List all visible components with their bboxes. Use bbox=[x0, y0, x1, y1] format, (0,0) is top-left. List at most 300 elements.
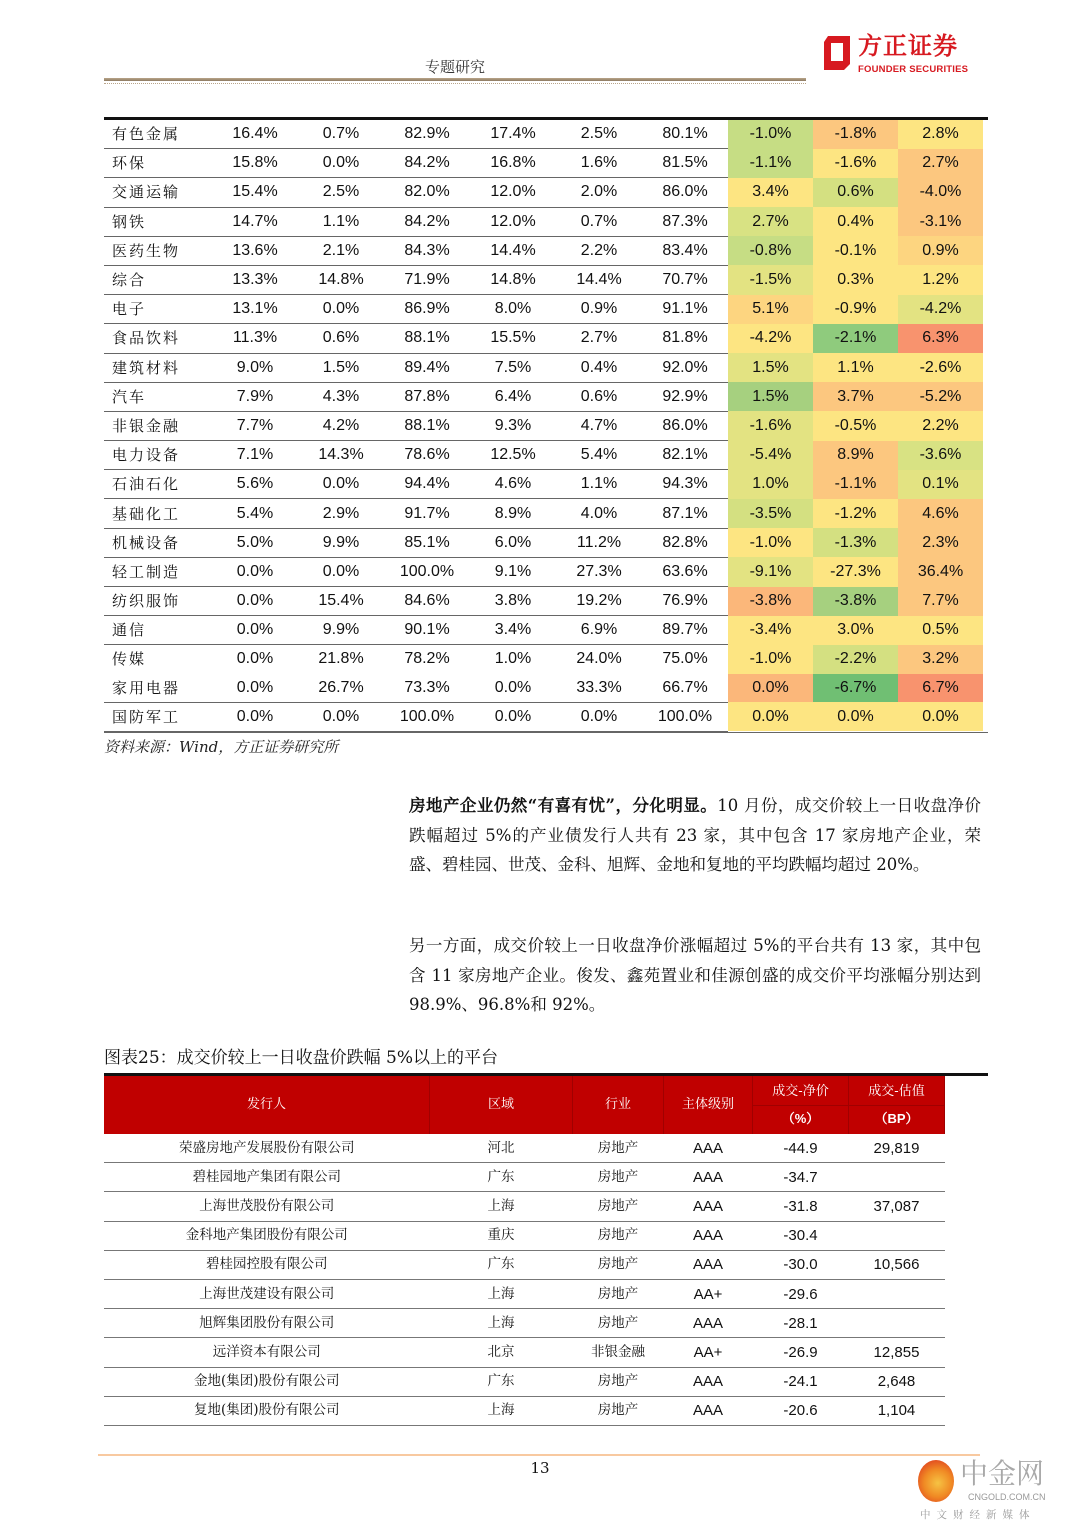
region-cell: 上海 bbox=[430, 1396, 573, 1425]
heatmap-cell: -1.0% bbox=[728, 645, 813, 674]
issuer-cell: 复地(集团)股份有限公司 bbox=[104, 1396, 430, 1425]
heatmap-cell: 3.0% bbox=[813, 616, 898, 645]
region-cell: 上海 bbox=[430, 1279, 573, 1308]
value-cell: 84.2% bbox=[384, 207, 470, 236]
heatmap-cell: 3.7% bbox=[813, 382, 898, 411]
spread-cell bbox=[849, 1279, 945, 1308]
industry-cell: 房地产 bbox=[573, 1396, 664, 1425]
heatmap-cell: -6.7% bbox=[813, 674, 898, 703]
value-cell: 82.8% bbox=[642, 528, 728, 557]
header-divider-dotted bbox=[104, 83, 806, 85]
value-cell: 83.4% bbox=[642, 236, 728, 265]
industry-name: 食品饮料 bbox=[104, 324, 212, 353]
industry-name: 石油石化 bbox=[104, 470, 212, 499]
issuer-cell: 荣盛房地产发展股份有限公司 bbox=[104, 1134, 430, 1163]
value-cell: 92.0% bbox=[642, 353, 728, 382]
spread-cell: 2,648 bbox=[849, 1367, 945, 1396]
region-cell: 重庆 bbox=[430, 1221, 573, 1250]
value-cell: 16.4% bbox=[212, 120, 298, 149]
heatmap-cell: 7.7% bbox=[898, 587, 983, 616]
spread-cell: 10,566 bbox=[849, 1250, 945, 1279]
issuer-cell: 远洋资本有限公司 bbox=[104, 1338, 430, 1367]
value-cell: 14.7% bbox=[212, 207, 298, 236]
value-cell: 86.0% bbox=[642, 178, 728, 207]
value-cell: 81.5% bbox=[642, 149, 728, 178]
value-cell: 84.2% bbox=[384, 149, 470, 178]
issuer-cell: 旭辉集团股份有限公司 bbox=[104, 1309, 430, 1338]
value-cell: 7.7% bbox=[212, 411, 298, 440]
region-cell: 上海 bbox=[430, 1192, 573, 1221]
value-cell: 1.0% bbox=[494, 650, 532, 668]
heatmap-cell: 8.9% bbox=[813, 441, 898, 470]
heatmap-cell: -0.8% bbox=[728, 236, 813, 265]
heatmap-cell: 0.0% bbox=[898, 702, 983, 731]
col-header-rating: 主体级别 bbox=[664, 1076, 753, 1134]
spread-cell bbox=[849, 1309, 945, 1338]
value-cell: 9.9% bbox=[298, 528, 384, 557]
value-cell: 17.4% bbox=[470, 120, 556, 149]
table-row bbox=[104, 1396, 945, 1425]
value-cell: 0.7% bbox=[556, 207, 642, 236]
heatmap-cell: 1.1% bbox=[813, 353, 898, 382]
watermark-subtitle: 中文财经新媒体 bbox=[920, 1509, 1036, 1521]
paragraph-body: 10 月份，成交价较上一日收盘净价跌幅超过 5%的产业债发行人共有 23 家，其中包含 17 家房地产企业，荣盛、碧桂园、世茂、金科、旭辉、金地和复地的平均跌幅均超过 20%。 bbox=[409, 796, 981, 874]
value-cell: 5.4% bbox=[212, 499, 298, 528]
table-row bbox=[104, 178, 983, 207]
spread-cell: 1,104 bbox=[849, 1396, 945, 1425]
value-cell: 2.0% bbox=[556, 178, 642, 207]
rating-cell: AAA bbox=[664, 1309, 753, 1338]
industry-name: 汽车 bbox=[104, 382, 212, 411]
value-cell: 5.0% bbox=[212, 528, 298, 557]
col-header-issuer: 发行人 bbox=[104, 1076, 430, 1134]
value-cell: 3.4% bbox=[470, 616, 556, 645]
value-cell: 91.7% bbox=[384, 499, 470, 528]
table-row bbox=[104, 1192, 945, 1221]
industry-name: 电力设备 bbox=[104, 441, 212, 470]
table-row bbox=[104, 441, 983, 470]
table-row bbox=[104, 149, 983, 178]
value-cell: 0.0% bbox=[470, 702, 556, 731]
col-header-net-price-unit: （%） bbox=[781, 1110, 820, 1126]
heatmap-cell: -2.2% bbox=[813, 645, 898, 674]
price-cell: -44.9 bbox=[753, 1134, 849, 1163]
value-cell: 0.0% bbox=[298, 557, 384, 586]
value-cell: 14.4% bbox=[556, 265, 642, 294]
paragraph-lead-bold: 房地产企业仍然“有喜有忧”，分化明显。 bbox=[409, 796, 718, 815]
industry-name: 交通运输 bbox=[104, 178, 212, 207]
value-cell: 0.4% bbox=[556, 353, 642, 382]
price-cell: -29.6 bbox=[753, 1279, 849, 1308]
region-cell: 上海 bbox=[430, 1309, 573, 1338]
region-cell: 北京 bbox=[430, 1338, 573, 1367]
issuer-cell: 碧桂园地产集团有限公司 bbox=[104, 1163, 430, 1192]
value-cell: 6.4% bbox=[470, 382, 556, 411]
figure-25-title: 图表25：成交价较上一日收盘价跌幅 5%以上的平台 bbox=[104, 1048, 499, 1068]
heatmap-cell: -0.5% bbox=[813, 411, 898, 440]
value-cell: 0.0% bbox=[556, 702, 642, 731]
table-row bbox=[104, 324, 983, 353]
value-cell: 12.0% bbox=[470, 178, 556, 207]
heatmap-cell: -1.6% bbox=[813, 149, 898, 178]
table-row bbox=[104, 645, 983, 674]
value-cell: 24.0% bbox=[576, 650, 622, 668]
value-cell: 1.6% bbox=[556, 149, 642, 178]
industry-name: 电子 bbox=[104, 295, 212, 324]
industry-name: 综合 bbox=[104, 265, 212, 294]
value-cell: 94.4% bbox=[384, 470, 470, 499]
table-row bbox=[104, 265, 983, 294]
table-row bbox=[104, 353, 983, 382]
region-cell: 广东 bbox=[430, 1250, 573, 1279]
rating-cell: AAA bbox=[664, 1221, 753, 1250]
header-divider bbox=[104, 78, 806, 81]
heatmap-cell: -3.1% bbox=[898, 207, 983, 236]
industry-cell: 房地产 bbox=[573, 1221, 664, 1250]
heatmap-cell: 0.5% bbox=[898, 616, 983, 645]
industry-name: 通信 bbox=[104, 616, 212, 645]
value-cell: 2.1% bbox=[298, 236, 384, 265]
value-cell: 84.6% bbox=[384, 587, 470, 616]
table-row bbox=[104, 1338, 945, 1367]
value-cell: 14.8% bbox=[298, 265, 384, 294]
heatmap-cell: 4.6% bbox=[898, 499, 983, 528]
heatmap-cell: -1.8% bbox=[813, 120, 898, 149]
value-cell: 0.0% bbox=[470, 674, 556, 703]
value-cell: 0.0% bbox=[212, 616, 298, 645]
heatmap-cell: 3.2% bbox=[898, 645, 983, 674]
value-cell: 100.0% bbox=[384, 702, 470, 731]
table-row bbox=[104, 295, 983, 324]
industry-name: 医药生物 bbox=[104, 236, 212, 265]
price-cell: -34.7 bbox=[753, 1163, 849, 1192]
paragraph-real-estate bbox=[409, 791, 981, 880]
value-cell: 71.9% bbox=[384, 265, 470, 294]
value-cell: 0.0% bbox=[236, 650, 274, 668]
heatmap-cell: 0.0% bbox=[728, 674, 813, 703]
table-row bbox=[104, 1367, 945, 1396]
spread-cell bbox=[849, 1221, 945, 1250]
rating-cell: AAA bbox=[664, 1163, 753, 1192]
value-cell: 4.7% bbox=[556, 411, 642, 440]
value-cell: 2.9% bbox=[298, 499, 384, 528]
industry-name: 家用电器 bbox=[104, 674, 212, 703]
table-row bbox=[104, 470, 983, 499]
heatmap-cell: 2.7% bbox=[898, 149, 983, 178]
col-header-net-price bbox=[753, 1076, 849, 1134]
value-cell: 7.1% bbox=[212, 441, 298, 470]
heatmap-cell: -27.3% bbox=[813, 557, 898, 586]
value-cell: 15.5% bbox=[470, 324, 556, 353]
price-cell: -28.1 bbox=[753, 1309, 849, 1338]
table-row bbox=[104, 1250, 945, 1279]
region-cell: 广东 bbox=[430, 1163, 573, 1192]
value-cell: 73.3% bbox=[384, 674, 470, 703]
value-cell: 16.8% bbox=[470, 149, 556, 178]
value-cell: 0.6% bbox=[298, 324, 384, 353]
region-cell: 河北 bbox=[430, 1134, 573, 1163]
rating-cell: AAA bbox=[664, 1367, 753, 1396]
heatmap-cell: 2.7% bbox=[728, 207, 813, 236]
heatmap-cell: 1.2% bbox=[898, 265, 983, 294]
industry-cell: 房地产 bbox=[573, 1250, 664, 1279]
value-cell: 0.7% bbox=[298, 120, 384, 149]
value-cell: 13.3% bbox=[212, 265, 298, 294]
heatmap-cell: -5.2% bbox=[898, 382, 983, 411]
value-cell: 6.9% bbox=[556, 616, 642, 645]
heatmap-cell: 0.9% bbox=[898, 236, 983, 265]
value-cell: 84.3% bbox=[384, 236, 470, 265]
price-cell: -20.6 bbox=[753, 1396, 849, 1425]
table-row bbox=[104, 1309, 945, 1338]
industry-name: 有色金属 bbox=[104, 120, 212, 149]
value-cell: 0.9% bbox=[556, 295, 642, 324]
table-row bbox=[104, 1163, 945, 1192]
value-cell: 0.0% bbox=[212, 557, 298, 586]
value-cell: 4.3% bbox=[298, 382, 384, 411]
value-cell: 0.0% bbox=[298, 702, 384, 731]
col-header-valuation-label: 成交-估值 bbox=[849, 1079, 944, 1106]
industry-name: 钢铁 bbox=[104, 207, 212, 236]
value-cell: 82.0% bbox=[384, 178, 470, 207]
value-cell: 6.0% bbox=[470, 528, 556, 557]
table-row bbox=[104, 1221, 945, 1250]
value-cell: 4.2% bbox=[298, 411, 384, 440]
founder-securities-logo bbox=[822, 32, 982, 78]
heatmap-cell: 2.2% bbox=[898, 411, 983, 440]
industry-table bbox=[104, 120, 983, 732]
cngold-watermark bbox=[918, 1458, 1078, 1527]
footer-divider bbox=[98, 1454, 980, 1456]
heatmap-cell: -3.8% bbox=[728, 587, 813, 616]
table-row bbox=[104, 528, 983, 557]
table-row bbox=[104, 382, 983, 411]
value-cell: 4.6% bbox=[470, 470, 556, 499]
value-cell: 87.8% bbox=[384, 382, 470, 411]
value-cell: 0.0% bbox=[212, 674, 298, 703]
value-cell: 90.1% bbox=[384, 616, 470, 645]
value-cell: 81.8% bbox=[642, 324, 728, 353]
value-cell: 15.4% bbox=[298, 587, 384, 616]
value-cell: 94.3% bbox=[642, 470, 728, 499]
table-row bbox=[104, 236, 983, 265]
value-cell: 14.3% bbox=[298, 441, 384, 470]
source-note: 资料来源：Wind，方正证券研究所 bbox=[104, 738, 339, 756]
value-cell: 78.6% bbox=[384, 441, 470, 470]
value-cell: 89.7% bbox=[642, 616, 728, 645]
value-cell: 0.0% bbox=[212, 587, 298, 616]
value-cell: 87.1% bbox=[642, 499, 728, 528]
rating-cell: AAA bbox=[664, 1396, 753, 1425]
heatmap-cell: 1.5% bbox=[728, 382, 813, 411]
heatmap-cell: 36.4% bbox=[898, 557, 983, 586]
value-cell: 87.3% bbox=[642, 207, 728, 236]
page-number: 13 bbox=[530, 1459, 550, 1477]
value-cell: 13.1% bbox=[212, 295, 298, 324]
value-cell: 5.4% bbox=[556, 441, 642, 470]
value-cell: 1.1% bbox=[298, 207, 384, 236]
value-cell: 8.0% bbox=[470, 295, 556, 324]
heatmap-cell: -2.1% bbox=[813, 324, 898, 353]
value-cell: 1.5% bbox=[298, 353, 384, 382]
issuer-cell: 上海世茂股份有限公司 bbox=[104, 1192, 430, 1221]
founder-logo-mark-icon bbox=[822, 34, 852, 72]
heatmap-cell: -1.2% bbox=[813, 499, 898, 528]
issuer-cell: 上海世茂建设有限公司 bbox=[104, 1279, 430, 1308]
value-cell: 9.3% bbox=[470, 411, 556, 440]
col-header-region: 区域 bbox=[430, 1076, 573, 1134]
industry-cell: 房地产 bbox=[573, 1367, 664, 1396]
value-cell: 9.1% bbox=[470, 557, 556, 586]
value-cell: 19.2% bbox=[556, 587, 642, 616]
industry-cell: 房地产 bbox=[573, 1134, 664, 1163]
heatmap-cell: 0.0% bbox=[813, 702, 898, 731]
heatmap-cell: -9.1% bbox=[728, 557, 813, 586]
logo-text-en: FOUNDER SECURITIES bbox=[858, 64, 969, 75]
value-cell: 26.7% bbox=[298, 674, 384, 703]
heatmap-cell: 6.7% bbox=[898, 674, 983, 703]
region-cell: 广东 bbox=[430, 1367, 573, 1396]
heatmap-cell: -3.6% bbox=[898, 441, 983, 470]
col-header-industry: 行业 bbox=[573, 1076, 664, 1134]
industry-name: 机械设备 bbox=[104, 528, 212, 557]
value-cell: 7.9% bbox=[212, 382, 298, 411]
table-row bbox=[104, 702, 983, 731]
watermark-en: CNGOLD.COM.CN bbox=[968, 1492, 1046, 1502]
value-cell: 11.3% bbox=[212, 324, 298, 353]
value-cell: 0.6% bbox=[556, 382, 642, 411]
value-cell: 2.7% bbox=[556, 324, 642, 353]
issuer-cell: 金科地产集团股份有限公司 bbox=[104, 1221, 430, 1250]
price-cell: -26.9 bbox=[753, 1338, 849, 1367]
value-cell: 76.9% bbox=[642, 587, 728, 616]
value-cell: 2.5% bbox=[556, 120, 642, 149]
spread-cell: 12,855 bbox=[849, 1338, 945, 1367]
heatmap-cell: 0.1% bbox=[898, 470, 983, 499]
price-cell: -30.4 bbox=[753, 1221, 849, 1250]
industry-cell: 房地产 bbox=[573, 1192, 664, 1221]
heatmap-cell: -1.3% bbox=[813, 528, 898, 557]
heatmap-cell: -0.9% bbox=[813, 295, 898, 324]
value-cell: 82.1% bbox=[642, 441, 728, 470]
industry-name: 建筑材料 bbox=[104, 353, 212, 382]
value-cell: 89.4% bbox=[384, 353, 470, 382]
heatmap-cell: -3.5% bbox=[728, 499, 813, 528]
table-row bbox=[104, 411, 983, 440]
col-header-valuation-unit: （BP） bbox=[874, 1110, 919, 1126]
report-type-title: 专题研究 bbox=[424, 58, 485, 76]
heatmap-cell: -5.4% bbox=[728, 441, 813, 470]
rating-cell: AAA bbox=[664, 1250, 753, 1279]
spread-cell: 29,819 bbox=[849, 1134, 945, 1163]
col-header-net-price-label: 成交-净价 bbox=[753, 1079, 848, 1106]
heatmap-cell: 1.5% bbox=[728, 353, 813, 382]
heatmap-cell: -4.2% bbox=[728, 324, 813, 353]
heatmap-cell: -3.8% bbox=[813, 587, 898, 616]
industry-cell: 房地产 bbox=[573, 1163, 664, 1192]
table-row bbox=[104, 1134, 945, 1163]
value-cell: 9.9% bbox=[298, 616, 384, 645]
industry-name: 国防军工 bbox=[104, 702, 212, 731]
value-cell: 12.0% bbox=[470, 207, 556, 236]
value-cell: 85.1% bbox=[384, 528, 470, 557]
cngold-logo-icon bbox=[918, 1460, 954, 1502]
watermark-cn: 中金网 bbox=[960, 1457, 1045, 1490]
spread-cell bbox=[849, 1163, 945, 1192]
value-cell: 86.9% bbox=[384, 295, 470, 324]
value-cell: 21.8% bbox=[318, 650, 364, 668]
value-cell: 63.6% bbox=[642, 557, 728, 586]
value-cell: 27.3% bbox=[556, 557, 642, 586]
value-cell: 66.7% bbox=[642, 674, 728, 703]
value-cell: 14.8% bbox=[470, 265, 556, 294]
rating-cell: AAA bbox=[664, 1134, 753, 1163]
figure-25-table bbox=[104, 1076, 945, 1426]
value-cell: 9.0% bbox=[212, 353, 298, 382]
industry-table-bottom-rule bbox=[104, 732, 988, 733]
logo-text-cn: 方正证券 bbox=[858, 32, 958, 60]
value-cell: 7.5% bbox=[470, 353, 556, 382]
heatmap-cell: 2.3% bbox=[898, 528, 983, 557]
value-cell: 0.0% bbox=[212, 702, 298, 731]
table-row bbox=[104, 616, 983, 645]
value-cell: 82.9% bbox=[384, 120, 470, 149]
value-cell: 92.9% bbox=[642, 382, 728, 411]
value-cell: 0.0% bbox=[298, 295, 384, 324]
issuer-cell: 碧桂园控股有限公司 bbox=[104, 1250, 430, 1279]
industry-name: 环保 bbox=[104, 149, 212, 178]
value-cell: 13.6% bbox=[212, 236, 298, 265]
industry-name: 非银金融 bbox=[104, 411, 212, 440]
table-row bbox=[104, 674, 983, 703]
value-cell: 80.1% bbox=[642, 120, 728, 149]
table-row bbox=[104, 557, 983, 586]
issuer-cell: 金地(集团)股份有限公司 bbox=[104, 1367, 430, 1396]
heatmap-cell: -3.4% bbox=[728, 616, 813, 645]
industry-name: 轻工制造 bbox=[104, 557, 212, 586]
spread-cell: 37,087 bbox=[849, 1192, 945, 1221]
price-cell: -31.8 bbox=[753, 1192, 849, 1221]
value-cell: 78.2% bbox=[404, 650, 450, 668]
industry-cell: 房地产 bbox=[573, 1309, 664, 1338]
heatmap-cell: 0.6% bbox=[813, 178, 898, 207]
heatmap-cell: -4.0% bbox=[898, 178, 983, 207]
industry-name: 纺织服饰 bbox=[104, 587, 212, 616]
value-cell: 4.0% bbox=[556, 499, 642, 528]
value-cell: 5.6% bbox=[212, 470, 298, 499]
heatmap-cell: 0.0% bbox=[728, 702, 813, 731]
table-row bbox=[104, 587, 983, 616]
heatmap-cell: -1.1% bbox=[813, 470, 898, 499]
value-cell: 1.1% bbox=[556, 470, 642, 499]
heatmap-cell: -1.5% bbox=[728, 265, 813, 294]
value-cell: 0.0% bbox=[298, 470, 384, 499]
value-cell: 15.4% bbox=[212, 178, 298, 207]
heatmap-cell: -0.1% bbox=[813, 236, 898, 265]
value-cell: 3.8% bbox=[470, 587, 556, 616]
value-cell: 33.3% bbox=[556, 674, 642, 703]
value-cell: 2.2% bbox=[556, 236, 642, 265]
heatmap-cell: -2.6% bbox=[898, 353, 983, 382]
heatmap-cell: -1.1% bbox=[728, 149, 813, 178]
heatmap-cell: -1.0% bbox=[728, 120, 813, 149]
value-cell: 12.5% bbox=[470, 441, 556, 470]
heatmap-cell: 3.4% bbox=[728, 178, 813, 207]
value-cell: 88.1% bbox=[384, 324, 470, 353]
heatmap-cell: 0.3% bbox=[813, 265, 898, 294]
heatmap-cell: 1.0% bbox=[728, 470, 813, 499]
table-row bbox=[104, 120, 983, 149]
